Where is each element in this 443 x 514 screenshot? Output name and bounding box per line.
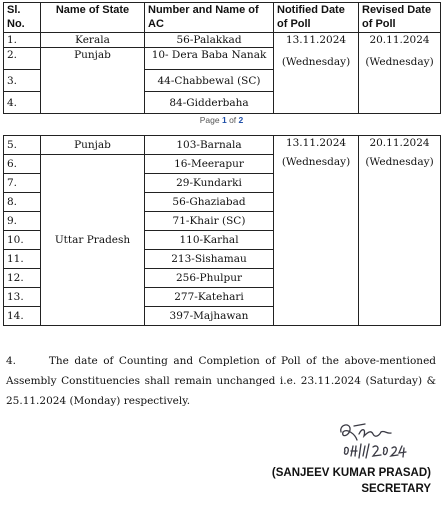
sl-cell: 3. — [4, 70, 41, 92]
paragraph-number: 4. — [6, 355, 17, 367]
ac-cell: 56-Ghaziabad — [145, 193, 274, 212]
revised-date: 20.11.2024 — [369, 137, 430, 149]
paragraph-text: The date of Counting and Completion of Poll of the above-mentioned Assembly Constituencies shall remain unchanged i.e. 23.11.2024 (Saturday) & 25.11.2024 (Monday) respectively. — [6, 355, 437, 407]
header-state: Name of State — [41, 3, 145, 33]
ac-cell: 277-Katehari — [145, 288, 274, 307]
poll-table-page1 — [3, 2, 441, 114]
notified-day: (Wednesday) — [281, 56, 351, 68]
ac-cell: 10- Dera Baba Nanak — [145, 48, 274, 70]
revised-day: (Wednesday) — [365, 56, 434, 68]
poll-table-page2 — [3, 135, 441, 326]
sl-cell: 10. — [4, 231, 41, 250]
header-revised-date: Revised Date of Poll — [359, 3, 441, 33]
ac-cell: 256-Phulpur — [145, 269, 274, 288]
ac-cell: 397-Majhawan — [145, 307, 274, 326]
ac-cell: 213-Sishamau — [145, 250, 274, 269]
revised-day: (Wednesday) — [365, 156, 434, 168]
sl-cell: 4. — [4, 92, 41, 114]
table-row — [4, 33, 441, 48]
sl-cell: 13. — [4, 288, 41, 307]
ac-cell: 44-Chabbewal (SC) — [145, 70, 274, 92]
signatory-title: SECRETARY — [361, 483, 431, 495]
sl-cell: 9. — [4, 212, 41, 231]
ac-cell: 103-Barnala — [145, 136, 274, 155]
ac-cell: 110-Karhal — [145, 231, 274, 250]
sl-cell: 14. — [4, 307, 41, 326]
sl-cell: 11. — [4, 250, 41, 269]
ac-cell: 16-Meerapur — [145, 155, 274, 174]
header-ac: Number and Name of AC — [145, 3, 274, 33]
signature-graphic — [335, 418, 430, 466]
sl-cell: 12. — [4, 269, 41, 288]
sl-cell: 7. — [4, 174, 41, 193]
sl-cell: 5. — [4, 136, 41, 155]
header-sl-no: Sl. No. — [4, 3, 41, 33]
revised-date-cell — [359, 136, 441, 326]
sl-cell: 2. — [4, 48, 41, 70]
page-prefix: Page — [199, 115, 222, 125]
notified-day: (Wednesday) — [281, 156, 351, 168]
page-current: 1 — [221, 115, 227, 125]
ac-cell: 56-Palakkad — [145, 33, 274, 48]
table-row — [4, 136, 441, 155]
revised-date-cell — [359, 33, 441, 114]
signatory-name: (SANJEEV KUMAR PRASAD) — [271, 467, 431, 479]
page-indicator — [0, 115, 443, 125]
ac-cell: 29-Kundarki — [145, 174, 274, 193]
sl-cell: 6. — [4, 155, 41, 174]
state-cell: Punjab — [41, 48, 145, 114]
notified-date: 13.11.2024 — [285, 34, 347, 46]
sl-cell: 8. — [4, 193, 41, 212]
ac-cell: 71-Khair (SC) — [145, 212, 274, 231]
revised-date: 20.11.2024 — [369, 34, 430, 46]
handwritten-signature — [335, 418, 430, 470]
signatory-block — [272, 465, 431, 497]
table-header-row — [4, 3, 441, 33]
notified-date-cell — [274, 33, 359, 114]
state-cell: Punjab — [41, 136, 145, 155]
state-cell: Kerala — [41, 33, 145, 48]
page-of: of — [226, 115, 239, 125]
state-cell: Uttar Pradesh — [41, 155, 145, 326]
notified-date: 13.11.2024 — [285, 137, 347, 149]
header-notified-date: Notified Date of Poll — [274, 3, 359, 33]
page-total: 2 — [238, 115, 244, 125]
sl-cell: 1. — [4, 33, 41, 48]
ac-cell: 84-Gidderbaha — [145, 92, 274, 114]
paragraph-4 — [6, 351, 436, 411]
notified-date-cell — [274, 136, 359, 326]
